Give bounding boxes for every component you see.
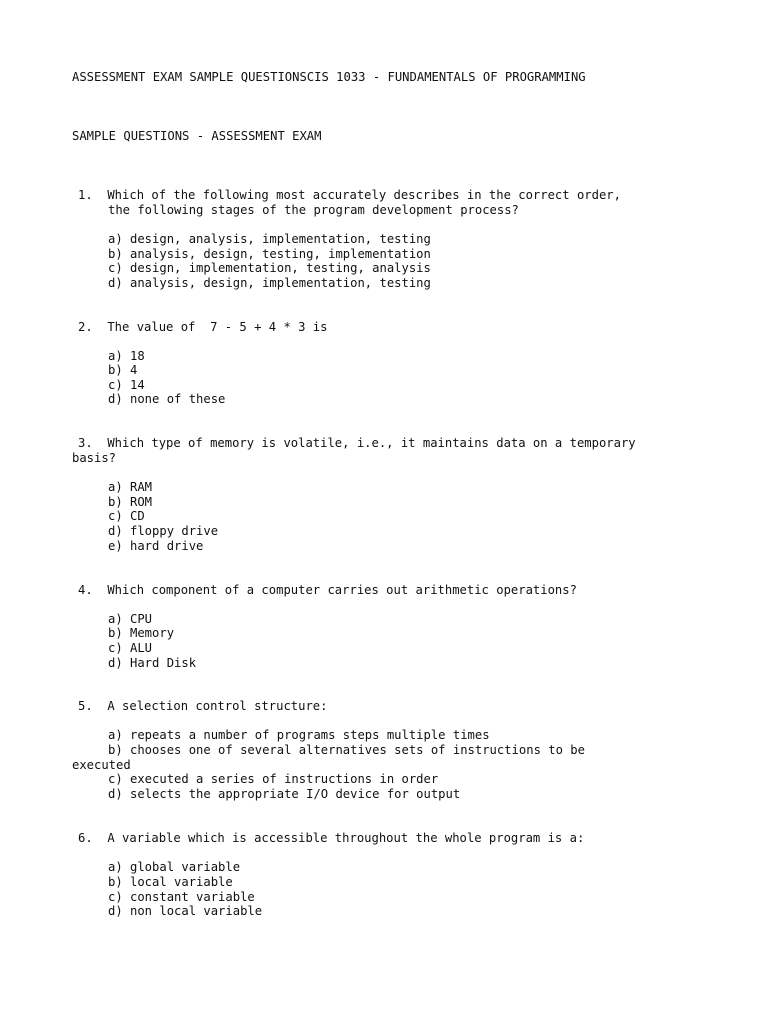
question-1-option-d: d) analysis, design, implementation, testing <box>108 276 431 290</box>
question-6-option-b: b) local variable <box>108 875 233 889</box>
question-1-option-b: b) analysis, design, testing, implementation <box>108 247 431 261</box>
question-3-text-cont: basis? <box>72 451 117 465</box>
question-6-option-c: c) constant variable <box>108 890 255 904</box>
question-5-text: 5. A selection control structure: <box>78 699 328 713</box>
question-4-option-c: c) ALU <box>108 641 153 655</box>
question-3-option-c: c) CD <box>108 509 145 523</box>
question-3-option-b: b) ROM <box>108 495 153 509</box>
question-3-text: 3. Which type of memory is volatile, i.e., it maintains data on a temporary <box>78 436 636 450</box>
question-1-text: 1. Which of the following most accurately describes in the correct order, <box>78 188 621 202</box>
question-2-option-b: b) 4 <box>108 363 138 377</box>
question-6-option-d: d) non local variable <box>108 904 263 918</box>
question-4-option-d: d) Hard Disk <box>108 656 197 670</box>
question-6-text: 6. A variable which is accessible throughout the whole program is a: <box>78 831 585 845</box>
question-5-option-b: b) chooses one of several alternatives sets of instructions to be <box>108 743 585 757</box>
question-1-option-a: a) design, analysis, implementation, testing <box>108 232 431 246</box>
question-2-text: 2. The value of 7 - 5 + 4 * 3 is <box>78 320 328 334</box>
question-6-option-a: a) global variable <box>108 860 241 874</box>
document-subheader: SAMPLE QUESTIONS - ASSESSMENT EXAM <box>72 129 322 143</box>
question-5-option-d: d) selects the appropriate I/O device for output <box>108 787 461 801</box>
question-2-option-c: c) 14 <box>108 378 145 392</box>
question-3-option-a: a) RAM <box>108 480 153 494</box>
document-header: ASSESSMENT EXAM SAMPLE QUESTIONSCIS 1033 - FUNDAMENTALS OF PROGRAMMING <box>72 70 586 84</box>
question-2-option-a: a) 18 <box>108 349 145 363</box>
question-2-option-d: d) none of these <box>108 392 226 406</box>
question-5-option-c: c) executed a series of instructions in order <box>108 772 439 786</box>
question-4-text: 4. Which component of a computer carries out arithmetic operations? <box>78 583 577 597</box>
question-5-option-a: a) repeats a number of programs steps multiple times <box>108 728 490 742</box>
question-4-option-b: b) Memory <box>108 626 175 640</box>
question-1-option-c: c) design, implementation, testing, analysis <box>108 261 431 275</box>
question-5-option-b-cont: executed <box>72 758 131 772</box>
question-3-option-d: d) floppy drive <box>108 524 219 538</box>
question-4-option-a: a) CPU <box>108 612 153 626</box>
question-1-text-cont: the following stages of the program development process? <box>108 203 519 217</box>
question-3-option-e: e) hard drive <box>108 539 204 553</box>
